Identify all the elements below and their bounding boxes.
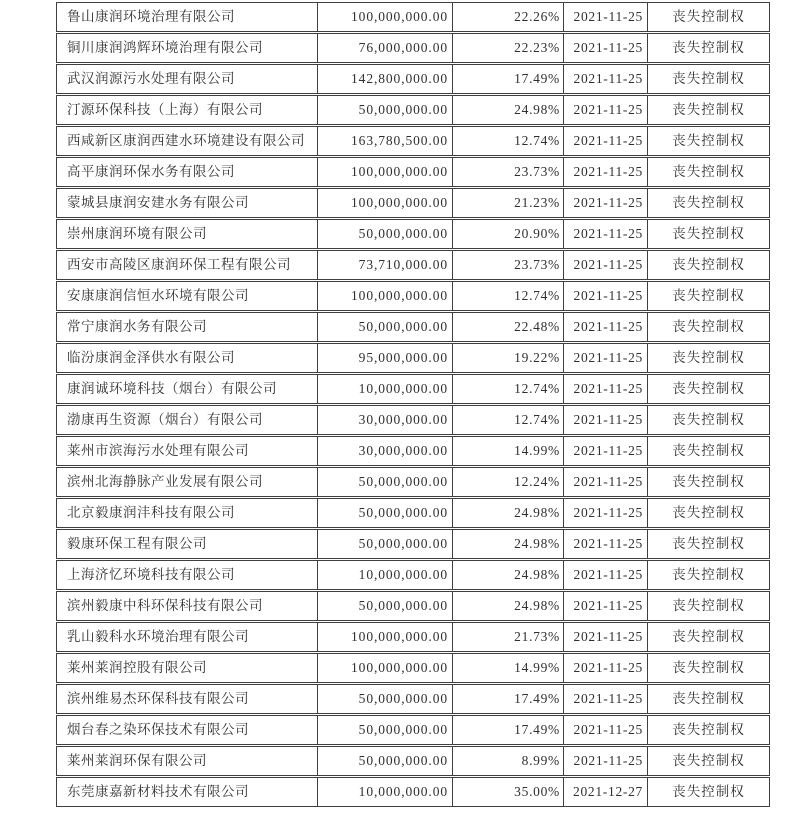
ratio-cell: 22.23% bbox=[452, 33, 563, 63]
amount-cell: 100,000,000.00 bbox=[317, 157, 452, 187]
date-cell: 2021-11-25 bbox=[563, 374, 647, 404]
date-cell: 2021-11-25 bbox=[563, 715, 647, 745]
company-name-cell: 鲁山康润环境治理有限公司 bbox=[56, 2, 317, 32]
company-name-cell: 莱州莱润环保有限公司 bbox=[56, 746, 317, 776]
ratio-cell: 14.99% bbox=[452, 653, 563, 683]
ratio-cell: 20.90% bbox=[452, 219, 563, 249]
amount-cell: 142,800,000.00 bbox=[317, 64, 452, 94]
control-status-cell: 丧失控制权 bbox=[647, 746, 770, 776]
table-row bbox=[56, 467, 770, 497]
company-name-cell: 烟台春之染环保技术有限公司 bbox=[56, 715, 317, 745]
control-status-cell: 丧失控制权 bbox=[647, 33, 770, 63]
amount-cell: 50,000,000.00 bbox=[317, 591, 452, 621]
control-status-cell: 丧失控制权 bbox=[647, 560, 770, 590]
ratio-cell: 12.74% bbox=[452, 126, 563, 156]
ratio-cell: 14.99% bbox=[452, 436, 563, 466]
date-cell: 2021-11-25 bbox=[563, 405, 647, 435]
ratio-cell: 24.98% bbox=[452, 529, 563, 559]
ratio-cell: 35.00% bbox=[452, 777, 563, 807]
company-name-cell: 康润诚环境科技（烟台）有限公司 bbox=[56, 374, 317, 404]
control-status-cell: 丧失控制权 bbox=[647, 777, 770, 807]
date-cell: 2021-11-25 bbox=[563, 95, 647, 125]
amount-cell: 50,000,000.00 bbox=[317, 498, 452, 528]
table-row bbox=[56, 653, 770, 683]
table-row bbox=[56, 343, 770, 373]
date-cell: 2021-11-25 bbox=[563, 467, 647, 497]
amount-cell: 95,000,000.00 bbox=[317, 343, 452, 373]
control-status-cell: 丧失控制权 bbox=[647, 281, 770, 311]
amount-cell: 100,000,000.00 bbox=[317, 622, 452, 652]
date-cell: 2021-11-25 bbox=[563, 684, 647, 714]
company-name-cell: 西安市高陵区康润环保工程有限公司 bbox=[56, 250, 317, 280]
company-name-cell: 乳山毅科水环境治理有限公司 bbox=[56, 622, 317, 652]
table-row bbox=[56, 157, 770, 187]
ratio-cell: 12.24% bbox=[452, 467, 563, 497]
date-cell: 2021-12-27 bbox=[563, 777, 647, 807]
table-row bbox=[56, 498, 770, 528]
control-status-cell: 丧失控制权 bbox=[647, 343, 770, 373]
amount-cell: 76,000,000.00 bbox=[317, 33, 452, 63]
date-cell: 2021-11-25 bbox=[563, 219, 647, 249]
company-name-cell: 汀源环保科技（上海）有限公司 bbox=[56, 95, 317, 125]
ratio-cell: 17.49% bbox=[452, 715, 563, 745]
date-cell: 2021-11-25 bbox=[563, 33, 647, 63]
date-cell: 2021-11-25 bbox=[563, 157, 647, 187]
ratio-cell: 23.73% bbox=[452, 157, 563, 187]
date-cell: 2021-11-25 bbox=[563, 312, 647, 342]
amount-cell: 50,000,000.00 bbox=[317, 684, 452, 714]
ratio-cell: 24.98% bbox=[452, 560, 563, 590]
ratio-cell: 22.26% bbox=[452, 2, 563, 32]
table-row bbox=[56, 746, 770, 776]
control-status-cell: 丧失控制权 bbox=[647, 467, 770, 497]
control-status-cell: 丧失控制权 bbox=[647, 188, 770, 218]
table-row bbox=[56, 684, 770, 714]
control-status-cell: 丧失控制权 bbox=[647, 622, 770, 652]
ratio-cell: 23.73% bbox=[452, 250, 563, 280]
control-status-cell: 丧失控制权 bbox=[647, 653, 770, 683]
table-row bbox=[56, 250, 770, 280]
table-row bbox=[56, 715, 770, 745]
table-row bbox=[56, 33, 770, 63]
table-row bbox=[56, 529, 770, 559]
company-name-cell: 铜川康润鸿辉环境治理有限公司 bbox=[56, 33, 317, 63]
table-row bbox=[56, 64, 770, 94]
ratio-cell: 12.74% bbox=[452, 374, 563, 404]
ratio-cell: 17.49% bbox=[452, 684, 563, 714]
date-cell: 2021-11-25 bbox=[563, 591, 647, 621]
ratio-cell: 12.74% bbox=[452, 405, 563, 435]
date-cell: 2021-11-25 bbox=[563, 529, 647, 559]
table-row bbox=[56, 312, 770, 342]
company-name-cell: 崇州康润环境有限公司 bbox=[56, 219, 317, 249]
company-name-cell: 安康康润信恒水环境有限公司 bbox=[56, 281, 317, 311]
table-row bbox=[56, 281, 770, 311]
company-name-cell: 滨州毅康中科环保科技有限公司 bbox=[56, 591, 317, 621]
company-name-cell: 滨州北海静脉产业发展有限公司 bbox=[56, 467, 317, 497]
table-row bbox=[56, 436, 770, 466]
ratio-cell: 8.99% bbox=[452, 746, 563, 776]
company-name-cell: 渤康再生资源（烟台）有限公司 bbox=[56, 405, 317, 435]
date-cell: 2021-11-25 bbox=[563, 250, 647, 280]
control-status-cell: 丧失控制权 bbox=[647, 591, 770, 621]
company-name-cell: 上海济忆环境科技有限公司 bbox=[56, 560, 317, 590]
date-cell: 2021-11-25 bbox=[563, 498, 647, 528]
equity-disposal-table bbox=[56, 1, 770, 808]
control-status-cell: 丧失控制权 bbox=[647, 684, 770, 714]
control-status-cell: 丧失控制权 bbox=[647, 715, 770, 745]
ratio-cell: 24.98% bbox=[452, 591, 563, 621]
company-name-cell: 武汉润源污水处理有限公司 bbox=[56, 64, 317, 94]
control-status-cell: 丧失控制权 bbox=[647, 64, 770, 94]
control-status-cell: 丧失控制权 bbox=[647, 126, 770, 156]
ratio-cell: 17.49% bbox=[452, 64, 563, 94]
amount-cell: 10,000,000.00 bbox=[317, 777, 452, 807]
table-row bbox=[56, 219, 770, 249]
ratio-cell: 21.73% bbox=[452, 622, 563, 652]
table-row bbox=[56, 405, 770, 435]
table-body bbox=[56, 2, 770, 807]
amount-cell: 100,000,000.00 bbox=[317, 281, 452, 311]
amount-cell: 50,000,000.00 bbox=[317, 715, 452, 745]
table-row bbox=[56, 622, 770, 652]
date-cell: 2021-11-25 bbox=[563, 2, 647, 32]
amount-cell: 10,000,000.00 bbox=[317, 374, 452, 404]
date-cell: 2021-11-25 bbox=[563, 653, 647, 683]
control-status-cell: 丧失控制权 bbox=[647, 250, 770, 280]
company-name-cell: 毅康环保工程有限公司 bbox=[56, 529, 317, 559]
amount-cell: 100,000,000.00 bbox=[317, 188, 452, 218]
ratio-cell: 19.22% bbox=[452, 343, 563, 373]
table-row bbox=[56, 2, 770, 32]
ratio-cell: 21.23% bbox=[452, 188, 563, 218]
ratio-cell: 24.98% bbox=[452, 498, 563, 528]
control-status-cell: 丧失控制权 bbox=[647, 2, 770, 32]
table-row bbox=[56, 777, 770, 807]
date-cell: 2021-11-25 bbox=[563, 343, 647, 373]
control-status-cell: 丧失控制权 bbox=[647, 312, 770, 342]
table-row bbox=[56, 560, 770, 590]
company-name-cell: 滨州维易杰环保科技有限公司 bbox=[56, 684, 317, 714]
amount-cell: 30,000,000.00 bbox=[317, 436, 452, 466]
company-name-cell: 东莞康嘉新材料技术有限公司 bbox=[56, 777, 317, 807]
table-row bbox=[56, 95, 770, 125]
amount-cell: 50,000,000.00 bbox=[317, 312, 452, 342]
date-cell: 2021-11-25 bbox=[563, 126, 647, 156]
date-cell: 2021-11-25 bbox=[563, 622, 647, 652]
company-name-cell: 临汾康润金泽供水有限公司 bbox=[56, 343, 317, 373]
date-cell: 2021-11-25 bbox=[563, 64, 647, 94]
company-name-cell: 西咸新区康润西建水环境建设有限公司 bbox=[56, 126, 317, 156]
control-status-cell: 丧失控制权 bbox=[647, 498, 770, 528]
control-status-cell: 丧失控制权 bbox=[647, 374, 770, 404]
company-name-cell: 蒙城县康润安建水务有限公司 bbox=[56, 188, 317, 218]
amount-cell: 100,000,000.00 bbox=[317, 653, 452, 683]
table-row bbox=[56, 374, 770, 404]
amount-cell: 73,710,000.00 bbox=[317, 250, 452, 280]
ratio-cell: 22.48% bbox=[452, 312, 563, 342]
control-status-cell: 丧失控制权 bbox=[647, 219, 770, 249]
date-cell: 2021-11-25 bbox=[563, 281, 647, 311]
amount-cell: 50,000,000.00 bbox=[317, 219, 452, 249]
company-name-cell: 莱州莱润控股有限公司 bbox=[56, 653, 317, 683]
amount-cell: 100,000,000.00 bbox=[317, 2, 452, 32]
company-name-cell: 北京毅康润沣科技有限公司 bbox=[56, 498, 317, 528]
control-status-cell: 丧失控制权 bbox=[647, 95, 770, 125]
control-status-cell: 丧失控制权 bbox=[647, 436, 770, 466]
table-row bbox=[56, 126, 770, 156]
ratio-cell: 24.98% bbox=[452, 95, 563, 125]
control-status-cell: 丧失控制权 bbox=[647, 405, 770, 435]
date-cell: 2021-11-25 bbox=[563, 188, 647, 218]
amount-cell: 50,000,000.00 bbox=[317, 746, 452, 776]
amount-cell: 10,000,000.00 bbox=[317, 560, 452, 590]
amount-cell: 30,000,000.00 bbox=[317, 405, 452, 435]
amount-cell: 163,780,500.00 bbox=[317, 126, 452, 156]
company-name-cell: 莱州市滨海污水处理有限公司 bbox=[56, 436, 317, 466]
date-cell: 2021-11-25 bbox=[563, 436, 647, 466]
control-status-cell: 丧失控制权 bbox=[647, 529, 770, 559]
control-status-cell: 丧失控制权 bbox=[647, 157, 770, 187]
company-name-cell: 常宁康润水务有限公司 bbox=[56, 312, 317, 342]
table-row bbox=[56, 591, 770, 621]
amount-cell: 50,000,000.00 bbox=[317, 529, 452, 559]
date-cell: 2021-11-25 bbox=[563, 746, 647, 776]
date-cell: 2021-11-25 bbox=[563, 560, 647, 590]
table-row bbox=[56, 188, 770, 218]
ratio-cell: 12.74% bbox=[452, 281, 563, 311]
amount-cell: 50,000,000.00 bbox=[317, 467, 452, 497]
amount-cell: 50,000,000.00 bbox=[317, 95, 452, 125]
company-name-cell: 高平康润环保水务有限公司 bbox=[56, 157, 317, 187]
